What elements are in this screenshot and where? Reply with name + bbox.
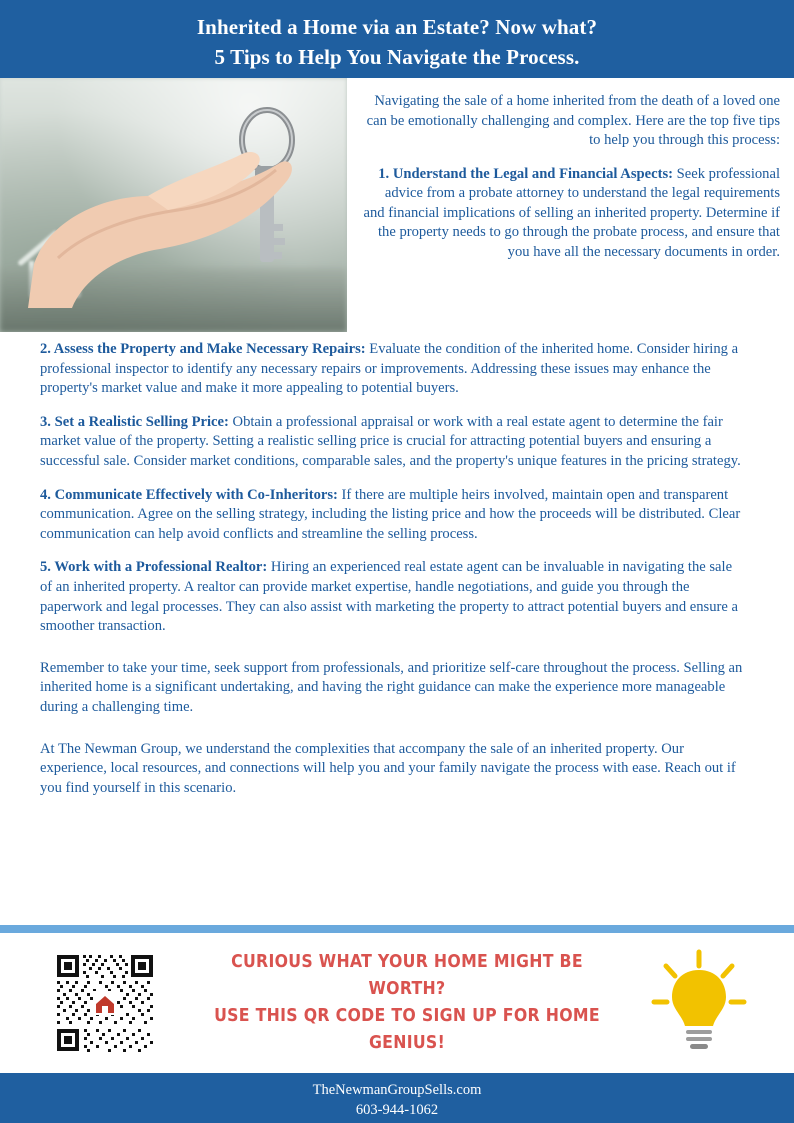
tip-3 bbox=[40, 413, 744, 472]
qr-code-image[interactable] bbox=[53, 951, 157, 1055]
hand-graphic bbox=[28, 138, 298, 318]
tip-2-body: Evaluate the condition of the inherited home. Consider hiring a professional inspector to identify any necessary repairs or improvements. Addressing these issues may enhance the property's market value and make it more appealing to potential buyers. bbox=[40, 341, 739, 397]
tip-1 bbox=[363, 165, 780, 263]
qr-center-house-icon bbox=[93, 991, 117, 1015]
tip-3-body: Obtain a professional appraisal or work with a real estate agent to determine the fair market value of the property. Setting a realistic selling price is crucial for attracting potential buyers and ensuring a successful sale. Consider market conditions, comparable sales, and the property's unique features in the pricing strategy. bbox=[40, 413, 741, 469]
top-section bbox=[0, 78, 794, 332]
tip-2 bbox=[40, 340, 744, 399]
blue-divider bbox=[0, 925, 794, 933]
body-content bbox=[0, 340, 794, 798]
intro-column bbox=[347, 78, 794, 276]
promo-text-line-2: USE THIS QR CODE TO SIGN UP FOR HOME GENIUS! bbox=[214, 1006, 600, 1053]
closing-paragraph-1: Remember to take your time, seek support from professionals, and prioritize self-care throughout the process. Selling an inherited home is a significant undertaking, and having the right guidance can make the experience more manageable during a challenging time. bbox=[40, 659, 743, 715]
page-header bbox=[0, 0, 794, 78]
footer-website[interactable]: TheNewmanGroupSells.com bbox=[312, 1082, 482, 1098]
footer-phone[interactable]: 603-944-1062 bbox=[355, 1102, 439, 1118]
hero-photo bbox=[0, 78, 347, 332]
qr-code[interactable] bbox=[53, 951, 157, 1055]
header-title-line-2: 5 Tips to Help You Navigate the Process. bbox=[214, 45, 580, 69]
tip-5-body: Hiring an experienced real estate agent can be invaluable in navigating the sale of an inherited property. A realtor can provide market expertise, handle negotiations, and guide you through the paperwork and legal processes. They can also assist with marketing the property to attract potential buyers and ensure a smoother transaction. bbox=[40, 559, 738, 635]
qr-code-holder[interactable] bbox=[0, 951, 210, 1055]
tip-2-heading: 2. Assess the Property and Make Necessary Repairs: bbox=[40, 341, 366, 357]
promo-strip bbox=[0, 933, 794, 1073]
tip-1-body: Seek professional advice from a probate attorney to understand the legal requirements and financial implications of selling an inherited property. Determine if the property needs to go through the probate process, and ensure that you have all the necessary documents in order. bbox=[363, 165, 780, 260]
lightbulb-holder bbox=[604, 948, 794, 1058]
tip-4-body: If there are multiple heirs involved, maintain open and transparent communication. Agree on the selling strategy, including the listing price and how the proceeds will be distributed. Clear communication can help avoid conflicts and streamline the selling process. bbox=[40, 486, 741, 542]
promo-text-line-1: CURIOUS WHAT YOUR HOME MIGHT BE WORTH? bbox=[231, 952, 583, 999]
tip-1-heading: 1. Understand the Legal and Financial Aspects: bbox=[378, 165, 673, 182]
tip-3-heading: 3. Set a Realistic Selling Price: bbox=[40, 413, 229, 430]
tip-5 bbox=[40, 558, 744, 636]
tip-5-heading: 5. Work with a Professional Realtor: bbox=[40, 559, 268, 576]
lightbulb-icon bbox=[644, 948, 754, 1058]
promo-text bbox=[210, 949, 604, 1057]
intro-paragraph: Navigating the sale of a home inherited from the death of a loved one can be emotionally challenging and complex. Here are the top five tips to help you through this process: bbox=[366, 93, 780, 148]
header-title-line-1: Inherited a Home via an Estate? Now what? bbox=[196, 15, 598, 39]
page-footer bbox=[0, 1073, 794, 1123]
tip-4 bbox=[40, 486, 744, 545]
tip-4-heading: 4. Communicate Effectively with Co-Inheritors: bbox=[40, 486, 338, 503]
closing-paragraph-2: At The Newman Group, we understand the complexities that accompany the sale of an inherited property. Our experience, local resources, and connections will help you and your family navigate the process with ease. Reach out if you find yourself in this scenario. bbox=[40, 740, 736, 796]
